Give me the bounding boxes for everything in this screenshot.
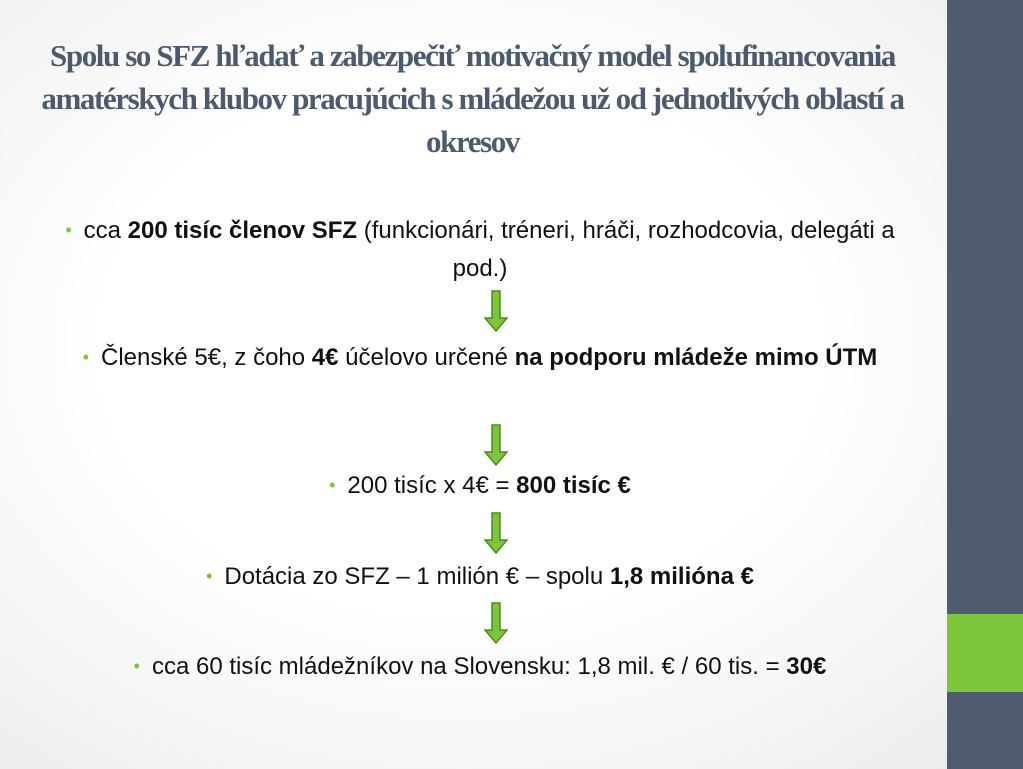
bullet-dot-icon: • — [329, 475, 336, 495]
bullet-members — [50, 211, 910, 288]
bullet-text-bold: 800 tisíc € — [516, 472, 631, 499]
bullet-text-pre: Dotácia zo SFZ – 1 milión € – spolu — [224, 563, 610, 590]
bullet-dot-icon: • — [65, 220, 72, 240]
bullet-text-bold: 30€ — [786, 653, 827, 680]
bullet-membership-fee — [50, 338, 910, 377]
bullet-text-bold: 1,8 milióna € — [609, 563, 754, 590]
down-arrow-icon — [484, 512, 508, 554]
bullet-text-bold: 4€ — [311, 344, 339, 371]
bullet-calculation — [50, 466, 910, 505]
bullet-subsidy — [50, 557, 910, 596]
bullet-text-pre: cca 60 tisíc mládežníkov na Slovensku: 1,8 mil. € / 60 tis. = — [151, 653, 787, 680]
bullet-dot-icon: • — [133, 656, 140, 676]
bullet-dot-icon: • — [206, 566, 213, 586]
bullet-text-mid: (funkcionári, tréneri, hráči, rozhodcovia, delegáti a pod.) — [357, 217, 895, 282]
bullet-per-youth — [50, 647, 910, 686]
bullet-text-mid: účelovo určené — [338, 344, 515, 371]
down-arrow-icon — [484, 290, 508, 332]
slide-title: Spolu so SFZ hľadať a zabezpečiť motivačný model spolufinancovania amatérskych klubov pracujúcich s mládežou už od jednotlivých oblastí a okresov — [41, 38, 904, 159]
bullet-text-pre: 200 tisíc x 4€ = — [347, 472, 517, 499]
down-arrow-icon — [484, 424, 508, 466]
bullet-text-pre: Členské 5€, z čoho — [101, 344, 312, 371]
sidebar-accent-block — [947, 614, 1023, 692]
bullet-text-bold-2: na podporu mládeže mimo ÚTM — [514, 344, 878, 371]
down-arrow-icon — [484, 602, 508, 644]
bullet-text-pre: cca — [83, 217, 128, 244]
bullet-dot-icon: • — [82, 347, 89, 367]
bullet-text-bold: 200 tisíc členov SFZ — [127, 217, 358, 244]
